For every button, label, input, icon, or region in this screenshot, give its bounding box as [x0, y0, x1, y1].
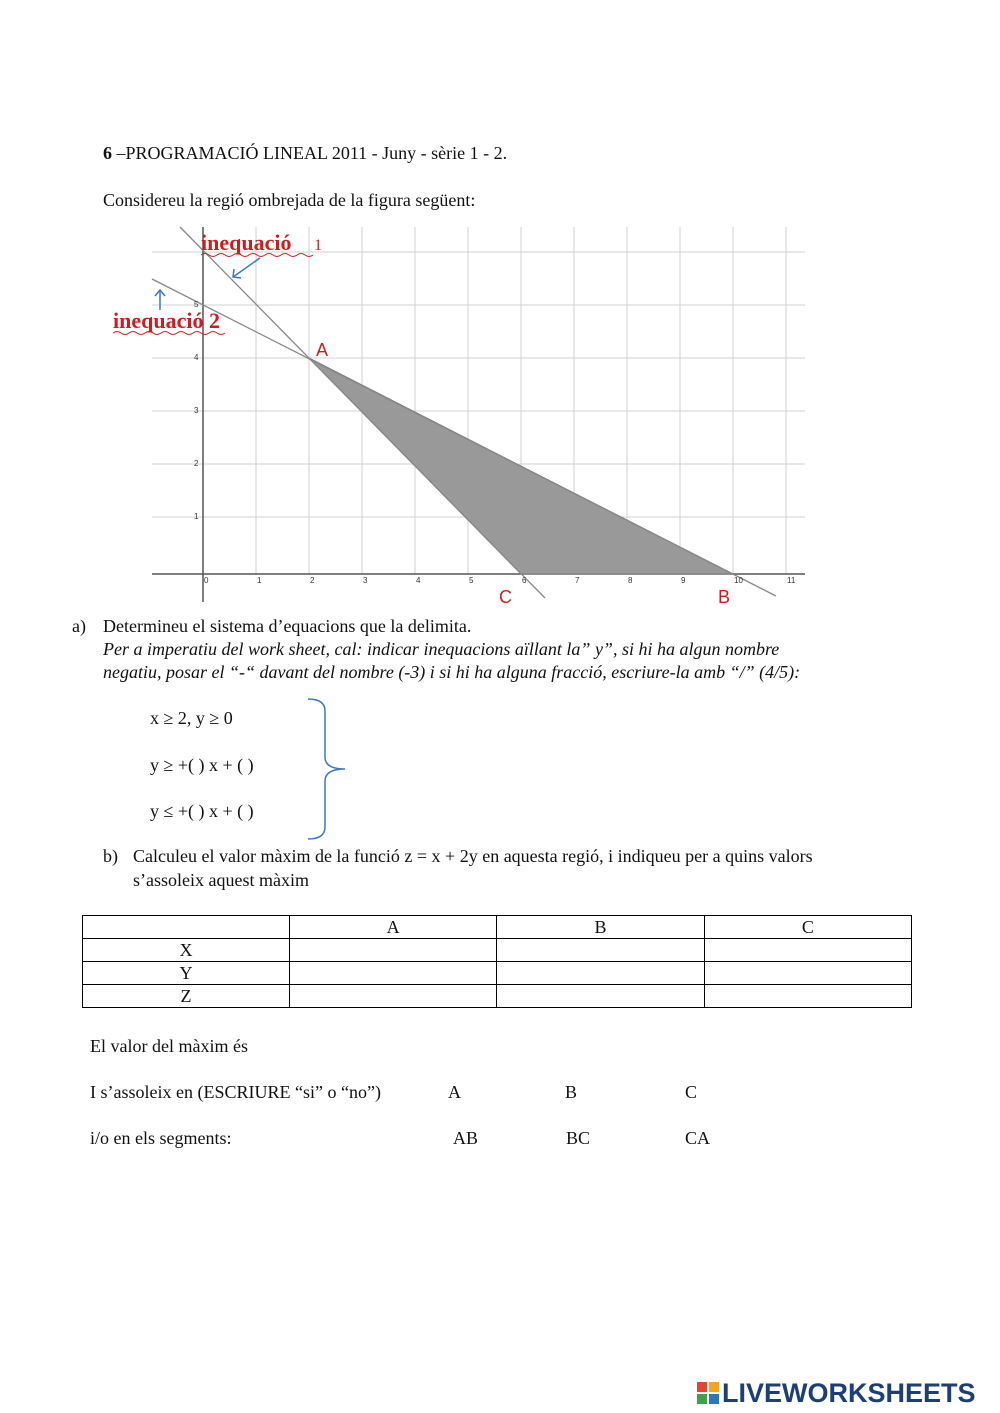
exercise-number: 6: [103, 143, 112, 163]
feasible-region-graph: [100, 222, 810, 612]
answer-cell-z-c[interactable]: [704, 985, 911, 1008]
segment-ca: CA: [685, 1128, 711, 1148]
part-b-question-2: s’assoleix aquest màxim: [133, 870, 309, 890]
x-tick-8: 8: [628, 576, 633, 585]
logo-icon: [697, 1382, 719, 1404]
max-value-label: El valor del màxim és: [90, 1036, 248, 1056]
table-header-b: B: [497, 916, 704, 939]
x-tick-2: 2: [310, 576, 315, 585]
x-tick-9: 9: [681, 576, 686, 585]
reached-point-a: A: [448, 1082, 461, 1102]
y-tick-3: 3: [194, 406, 199, 415]
segments-label: i/o en els segments:: [90, 1128, 232, 1148]
part-a-instructions-2: negatiu, posar el “-“ davant del nombre (-3) i si hi ha alguna fracció, escriure-la amb “/” (4/5):: [103, 662, 801, 682]
x-tick-11: 11: [787, 576, 796, 585]
inequation-2-label: [113, 308, 225, 335]
part-b-question-1: Calculeu el valor màxim de la funció z = x + 2y en aquesta regió, i indiqueu per a quins valors: [133, 846, 813, 866]
inequality-1: x ≥ 2, y ≥ 0: [150, 708, 233, 728]
y-tick-labels: [194, 300, 199, 521]
answer-cell-y-c[interactable]: [704, 962, 911, 985]
x-tick-1: 1: [257, 576, 262, 585]
inequality-2: y ≥ +( ) x + ( ): [150, 755, 254, 775]
segment-ab: AB: [453, 1128, 479, 1148]
point-b-label: B: [718, 587, 731, 607]
answer-cell-z-a[interactable]: [290, 985, 497, 1008]
y-tick-4: 4: [194, 353, 199, 362]
answer-cell-x-c[interactable]: [704, 939, 911, 962]
answer-cell-y-b[interactable]: [497, 962, 704, 985]
table-header-empty: [83, 916, 290, 939]
inequation-2-line: [152, 279, 776, 596]
segment-bc: BC: [566, 1128, 591, 1148]
x-tick-5: 5: [469, 576, 474, 585]
reached-point-c: C: [685, 1082, 698, 1102]
answer-cell-y-a[interactable]: [290, 962, 497, 985]
y-tick-2: 2: [194, 459, 199, 468]
inequation-2-text: inequació 2: [113, 308, 220, 333]
x-tick-10: 10: [734, 576, 743, 585]
values-table: [82, 915, 912, 1008]
row-label-z: Z: [83, 985, 290, 1008]
part-b-marker: b): [103, 846, 118, 866]
system-brace: [305, 697, 350, 842]
answer-cell-z-b[interactable]: [497, 985, 704, 1008]
inequality-3: y ≤ +( ) x + ( ): [150, 801, 254, 821]
answer-cell-x-a[interactable]: [290, 939, 497, 962]
row-label-x: X: [83, 939, 290, 962]
table-row: [83, 962, 912, 985]
table-row: [83, 985, 912, 1008]
x-tick-labels: [204, 576, 796, 585]
inequation-1-number: 1: [314, 237, 322, 254]
point-c-label: C: [499, 587, 512, 607]
row-label-y: Y: [83, 962, 290, 985]
x-tick-7: 7: [575, 576, 580, 585]
exercise-title: [103, 143, 507, 164]
table-header-row: [83, 916, 912, 939]
arrow-up-icon: [155, 290, 165, 310]
table-header-c: C: [704, 916, 911, 939]
part-a-marker: a): [72, 616, 86, 636]
reached-point-b: B: [565, 1082, 578, 1102]
x-tick-3: 3: [363, 576, 368, 585]
point-a-label: A: [316, 340, 329, 360]
table-header-a: A: [290, 916, 497, 939]
table-row: [83, 939, 912, 962]
part-a-instructions-1: Per a imperatiu del work sheet, cal: indicar inequacions aïllant la” y”, si hi ha algun nombre: [103, 639, 780, 659]
y-tick-1: 1: [194, 512, 199, 521]
logo-text: LIVEWORKSHEETS: [722, 1377, 976, 1408]
intro-text: Considereu la regió ombrejada de la figura següent:: [103, 190, 476, 210]
part-a-question: Determineu el sistema d’equacions que la delimita.: [103, 616, 472, 636]
y-tick-5: 5: [194, 300, 199, 309]
inequation-1-label: [201, 230, 322, 257]
exercise-title-text: –PROGRAMACIÓ LINEAL 2011 - Juny - sèrie 1 - 2.: [112, 143, 508, 163]
x-tick-6: 6: [522, 576, 527, 585]
x-tick-4: 4: [416, 576, 421, 585]
x-tick-0: 0: [204, 576, 209, 585]
answer-cell-x-b[interactable]: [497, 939, 704, 962]
reached-label: I s’assoleix en (ESCRIURE “si” o “no”): [90, 1082, 381, 1102]
inequation-1-text: inequació: [201, 230, 292, 255]
liveworksheets-logo: [697, 1378, 976, 1408]
